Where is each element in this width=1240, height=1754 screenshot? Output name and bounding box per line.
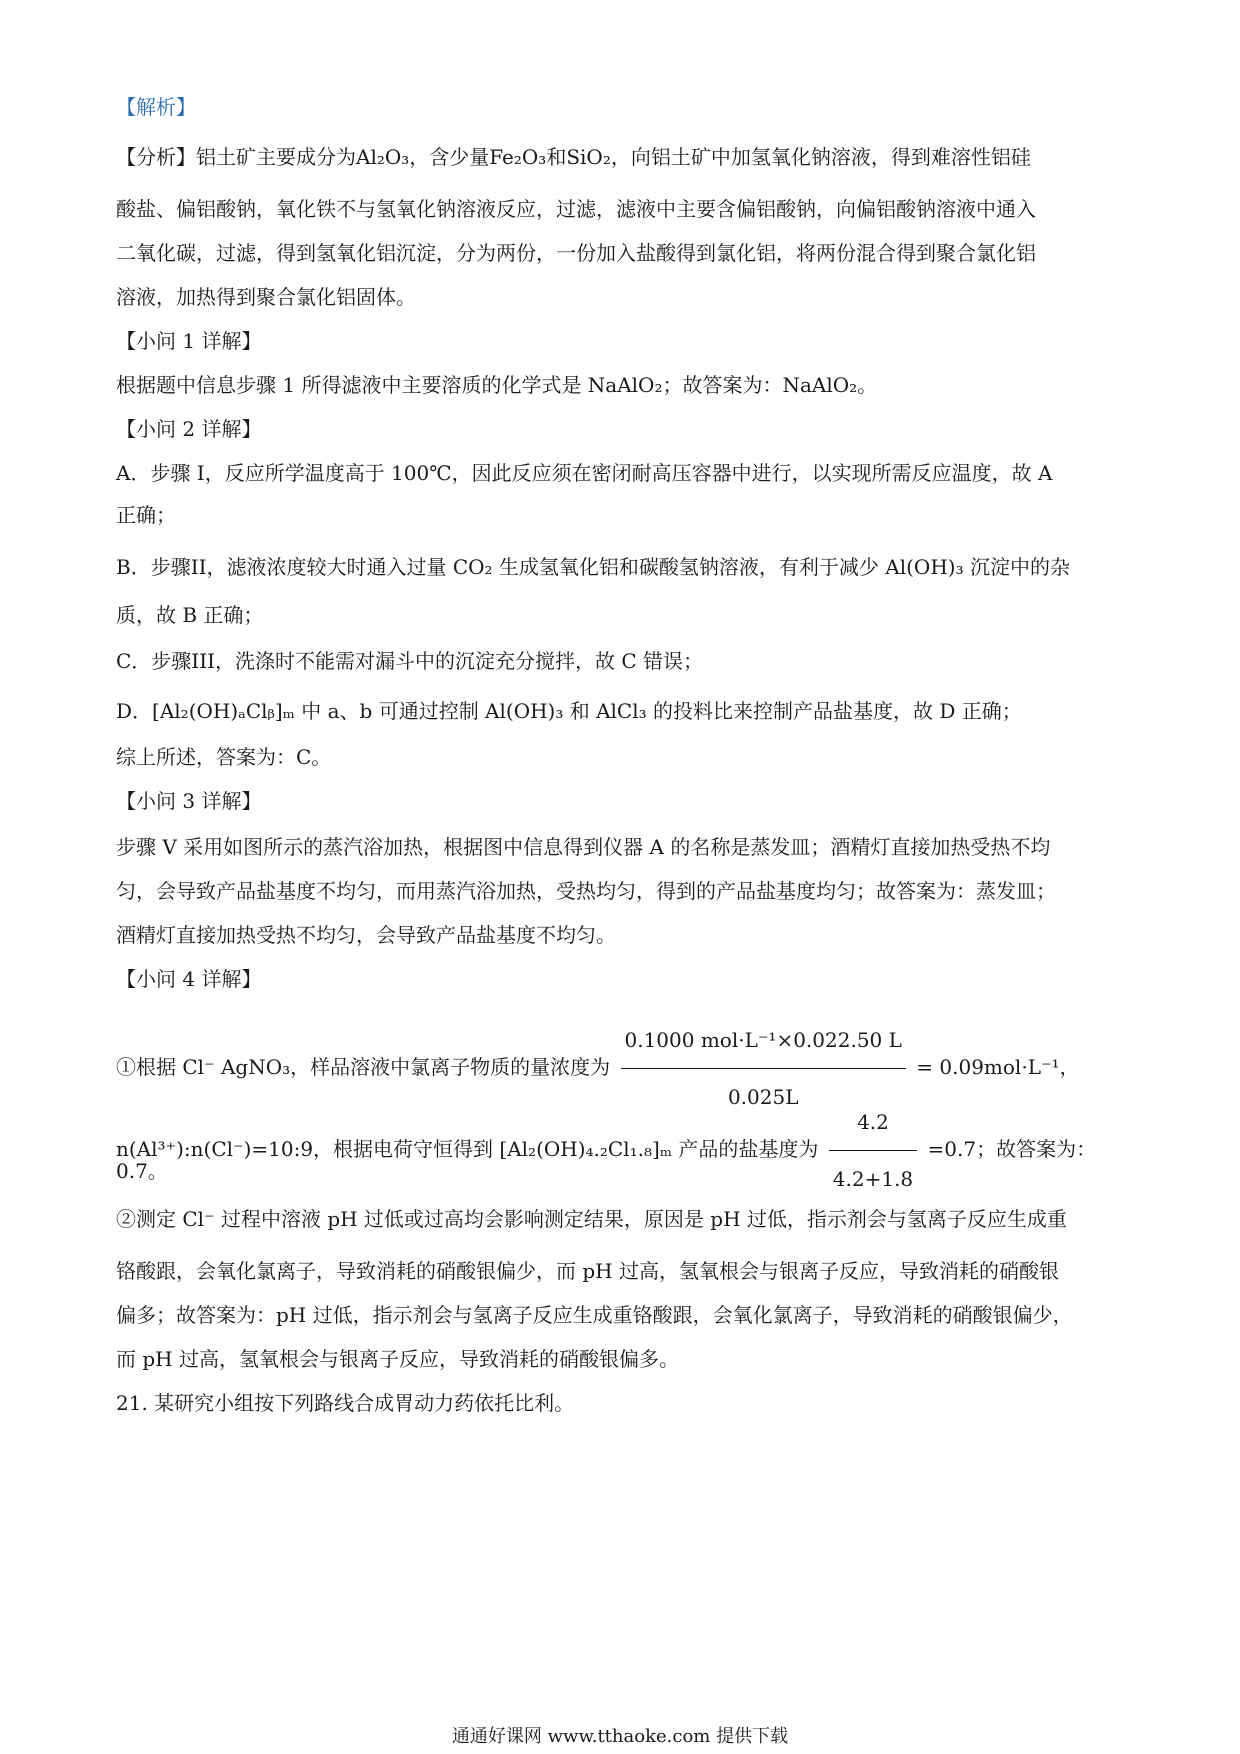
- subquestion-heading: 【小问 1 详解】: [116, 329, 262, 353]
- text-line: D．[Al₂(OH)ₐClᵦ]ₘ 中 a、b 可通过控制 Al(OH)₃ 和 AlCl₃ 的投料比来控制产品盐基度，故 D 正确；: [116, 699, 1022, 723]
- formula-line-2: [116, 1094, 1126, 1207]
- text-line: ②测定 Cl⁻ 过程中溶液 pH 过低或过高均会影响测定结果，原因是 pH 过低，指示剂会与氢离子反应生成重: [116, 1207, 1067, 1231]
- text-line: 酒精灯直接加热受热不均匀，会导致产品盐基度不均匀。: [116, 923, 616, 947]
- text-line: 偏多；故答案为：pH 过低，指示剂会与氢离子反应生成重铬酸跟，会氧化氯离子，导致消耗的硝酸银偏少，: [116, 1303, 1073, 1327]
- text-line: 而 pH 过高，氢氧根会与银离子反应，导致消耗的硝酸银偏多。: [116, 1347, 679, 1371]
- fraction-numerator: 0.1000 mol·L⁻¹×0.022.50 L: [621, 1012, 906, 1069]
- formula-result: =0.7；故答案为：: [927, 1137, 1097, 1161]
- formula-result: = 0.09mol·L⁻¹，: [916, 1055, 1080, 1079]
- fraction-numerator: 4.2: [829, 1094, 917, 1151]
- text-line: 二氧化碳，过滤，得到氢氧化铝沉淀，分为两份，一份加入盐酸得到氯化铝，将两份混合得到聚合氯化铝: [116, 241, 1036, 265]
- text-line: 0.7。: [116, 1159, 168, 1183]
- text-line: 综上所述，答案为：C。: [116, 745, 332, 769]
- fraction-denominator: 4.2+1.8: [832, 1167, 914, 1191]
- text-line: 铬酸跟，会氧化氯离子，导致消耗的硝酸银偏少，而 pH 过高，氢氧根会与银离子反应，导致消耗的硝酸银: [116, 1259, 1059, 1283]
- question-21: 21. 某研究小组按下列路线合成胃动力药依托比利。: [116, 1391, 575, 1415]
- fraction-basicity: [829, 1094, 917, 1207]
- text-line: B．步骤II，滤液浓度较大时通入过量 CO₂ 生成氢氧化铝和碳酸氢钠溶液，有利于减少 Al(OH)₃ 沉淀中的杂: [116, 555, 1070, 579]
- text-line: 匀，会导致产品盐基度不均匀，而用蒸汽浴加热，受热均匀，得到的产品盐基度均匀；故答案为：蒸发皿；: [116, 879, 1056, 903]
- text-line: 正确；: [116, 503, 176, 527]
- text-line: 溶液，加热得到聚合氯化铝固体。: [116, 285, 416, 309]
- text-line: 酸盐、偏铝酸钠，氧化铁不与氢氧化钠溶液反应，过滤，滤液中主要含偏铝酸钠，向偏铝酸钠溶液中通入: [116, 197, 1036, 221]
- fraction-denominator: 0.025L: [727, 1085, 799, 1109]
- subquestion-heading: 【小问 4 详解】: [116, 967, 262, 991]
- section-label: 【解析】: [116, 95, 196, 119]
- subquestion-heading: 【小问 2 详解】: [116, 417, 262, 441]
- text-line: 步骤 V 采用如图所示的蒸汽浴加热，根据图中信息得到仪器 A 的名称是蒸发皿；酒精灯直接加热受热不均: [116, 835, 1051, 859]
- text-line: A．步骤 I，反应所学温度高于 100℃，因此反应须在密闭耐高压容器中进行，以实现所需反应温度，故 A: [116, 461, 1053, 485]
- text-line: 根据题中信息步骤 1 所得滤液中主要溶质的化学式是 NaAlO₂；故答案为：NaAlO₂。: [116, 373, 878, 397]
- formula-prefix: n(Al³⁺):n(Cl⁻)=10:9，根据电荷守恒得到 [Al₂(OH)₄.₂Cl₁.₈]ₘ 产品的盐基度为: [116, 1137, 819, 1161]
- formula-prefix: ①根据 Cl⁻ AgNO₃，样品溶液中氯离子物质的量浓度为: [116, 1055, 611, 1079]
- footer-source: 通通好课网 www.tthaoke.com 提供下载: [451, 1726, 789, 1747]
- subquestion-heading: 【小问 3 详解】: [116, 789, 262, 813]
- text-line: 质，故 B 正确；: [116, 603, 264, 627]
- text-line: 【分析】铝土矿主要成分为Al₂O₃，含少量Fe₂O₃和SiO₂，向铝土矿中加氢氧化钠溶液，得到难溶性铝硅: [116, 145, 1031, 169]
- text-line: C．步骤III，洗涤时不能需对漏斗中的沉淀充分搅拌，故 C 错误；: [116, 649, 704, 673]
